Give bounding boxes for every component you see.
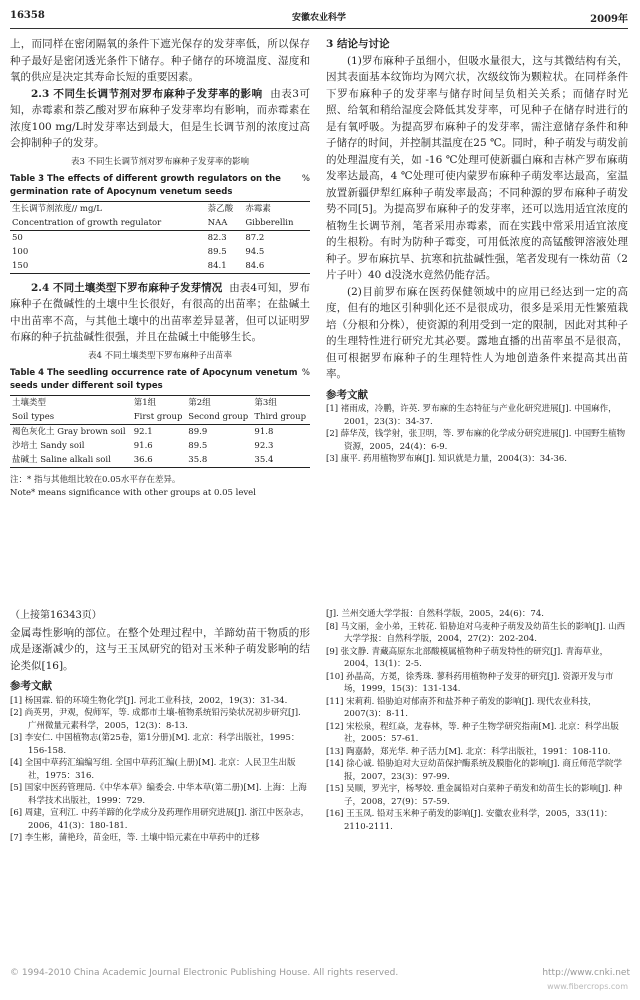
table3-caption-en: % Table 3 The effects of different growth regulators on the germination rate of Apocynum venetum seeds — [10, 173, 310, 197]
continued-label: （上接第16343页） — [10, 610, 102, 621]
table-cell: 100 — [12, 246, 29, 257]
copyright-text: © 1994-2010 China Academic Journal Electronic Publishing House. All rights reserved. — [10, 968, 399, 978]
page-number: 16358 — [10, 10, 45, 21]
table-row — [10, 259, 310, 274]
section-2-3-text: 由表3可知，赤霉素和萘乙酸对罗布麻种子发芽率均有影响，而赤霉素在浓度100 mg/L时发芽率达到最大，但是生长调节剂的浓度过高会抑制种子的发芽。 — [10, 87, 310, 149]
reference-item: [J]. 兰州交通大学学报：自然科学版，2005，24(6)：74. — [326, 609, 544, 619]
reference-item: [4] 全国中草药汇编编写组. 全国中草药汇编(上册)[M]. 北京：人民卫生出版社，1975：316. — [10, 758, 296, 781]
table3-header-en: Gibberellin — [243, 216, 310, 231]
reference-item: [12] 宋松泉，程红焱，龙春林，等. 种子生物学研究指南[M]. 北京：科学出版社，2005：57-61. — [326, 721, 619, 744]
table4-caption-en: % Table 4 The seedling occurrence rate of Apocynum venetum seeds under different soil types — [10, 367, 310, 391]
reference-item: [1] 褚雨成，冷鹏，许英. 罗布麻的生态特征与产业化研究进展[J]. 中国麻作，2001，23(3)：34-37. — [326, 404, 617, 427]
table3-unit: % — [301, 173, 310, 184]
table-cell: 92.3 — [254, 440, 274, 451]
table-cell: 82.3 — [207, 232, 227, 243]
table-cell: 36.6 — [132, 453, 187, 468]
table-row — [10, 439, 310, 453]
right-column — [326, 36, 628, 596]
table-cell: 89.5 — [188, 440, 208, 451]
table4-header: 第2组 — [186, 395, 252, 410]
left-column — [10, 36, 310, 596]
table-cell: 91.6 — [133, 440, 153, 451]
conclusion-paragraph-2: (2)目前罗布麻在医药保健领域中的应用已经达到一定的高度，但有的地区引种驯化还不是很成功，很多是采用无性繁殖栽培（分根和分株），使资源的利用受到一定的限制，因此对其种子的生理特性进行研究尤其必要。露地直播的出苗率虽不是很高，但可根据罗布麻种子的生理特性人为地创造条件来提高其出苗率。 — [326, 285, 628, 380]
reference-item: [14] 徐心诚. 铅胁迫对大豆幼苗保护酶系统及膜脂化的影响[J]. 商丘师范学院学报，2007，23(3)：97-99. — [326, 759, 623, 782]
table-cell: 91.8 — [254, 426, 274, 437]
header-rule — [10, 28, 628, 29]
section-3-title: 3 结论与讨论 — [326, 38, 390, 50]
table-cell: 89.5 — [207, 246, 227, 257]
watermark: www.fibercrops.com — [547, 982, 628, 991]
table3-caption-cn: 表3 不同生长调节剂对罗布麻种子发芽率的影响 — [70, 156, 250, 167]
reference-item: [3] 康平. 药用植物罗布麻[J]. 知识就是力量，2004(3)：34-36. — [326, 454, 567, 464]
table4 — [10, 395, 310, 468]
table4-header-en: Soil types — [10, 410, 132, 425]
table3-header-en: Concentration of growth regulator — [10, 216, 206, 231]
table-cell: 84.1 — [206, 259, 244, 274]
table3-header: 萘乙酸 — [206, 201, 244, 216]
table-cell: 89.9 — [188, 426, 208, 437]
table4-header: 第3组 — [252, 395, 310, 410]
table-cell: 35.4 — [252, 453, 310, 468]
table-cell: 94.5 — [245, 246, 265, 257]
table-cell: 50 — [12, 232, 23, 243]
journal-name: 安徽农业科学 — [291, 13, 346, 23]
section-2-3 — [10, 86, 310, 152]
table-row — [10, 453, 310, 468]
reference-item: [7] 李生彬，蒲艳玲，苗金旺，等. 土壤中铅元素在中草药中的迁移 — [10, 833, 260, 843]
reference-item: [2] 薛华茂，钱学射，张卫明，等. 罗布麻的化学成分研究进展[J]. 中国野生植物资源，2005，24(4)：6-9. — [326, 429, 626, 452]
table4-unit: % — [301, 367, 310, 378]
reference-item: [2] 尚英男，尹观，倪师军，等. 成都市土壤-植物系统铅污染状况初步研究[J]. 广州微量元素科学，2005，12(3)：8-13. — [10, 708, 301, 731]
continued-left-column — [10, 608, 310, 940]
reference-item: [10] 孙晶高，方冕，徐秀珠. 蓼科药用植物种子发芽的研究[J]. 资源开发与市场，1999，15(3)：131-134. — [326, 671, 614, 694]
table4-note-cn: 注：* 指与其他组比较在0.05水平存在差异。 — [10, 474, 181, 485]
continued-paragraph: 金属毒性影响的部位。在整个处理过程中，羊蹄幼苗干物质的形成是逐渐减少的，这与王玉凤研究的铅对玉米种子萌发影响的结论类似[16]。 — [10, 626, 310, 672]
table-cell: 盐碱土 Saline alkali soil — [10, 453, 132, 468]
table3-header: 生长调节剂浓度// mg/L — [10, 201, 206, 216]
table-cell: 87.2 — [245, 232, 265, 243]
table4-header: 第1组 — [132, 395, 187, 410]
continued-references-title: 参考文献 — [10, 680, 52, 692]
table4-header: 土壤类型 — [10, 395, 132, 410]
journal-year: 2009年 — [590, 14, 628, 25]
running-header — [10, 10, 628, 26]
table3-header: 赤霉素 — [243, 201, 310, 216]
continued-right-column — [326, 608, 628, 908]
paragraph-continued: 上，而同样在密闭隔氧的条件下遮光保存的发芽率低，所以保存种子最好是密闭透光条件下储存。种子储存的环境温度、湿度和氧的供应是决定其寿命长短的重要因素。 — [10, 38, 310, 83]
reference-item: [15] 吴顺，罗光宇，杨琴姣. 重金属铅对白菜种子萌发和幼苗生长的影响[J]. 种子，2008，27(9)：57-59. — [326, 784, 623, 807]
table3-header-en: NAA — [206, 216, 244, 231]
copyright-footer — [10, 968, 630, 978]
table-row — [10, 424, 310, 439]
table-cell: 褐色灰化土 Gray brown soil — [12, 426, 126, 437]
section-2-4-text: 由表4可知，罗布麻种子在微碱性的土壤中生长很好，有很高的出苗率；在盐碱土中出苗率不高，与其他土壤中的出苗率差异显著，但可以证明罗布麻的种子抗盐碱性很强，并且在盐碱土中能够生长。 — [10, 281, 310, 343]
conclusion-paragraph-1: (1)罗布麻种子虽细小，但吸水量很大，这与其微结构有关，因其表面基本纹饰均为网穴状，次级纹饰为颗粒状。在同样条件下罗布麻种子的发芽率与储存时间呈负相关关系；而储存时光照、给氧和稍给湿度会降低其发芽率，可见种子在储存时进行的是有氧呼吸。为提高罗布麻种子的发芽率，需注意储存条件和种子储存的时间，并控制其温度在25 ℃。同时，种子萌发与萌发前的处理温度有关，如 -16 ℃处理可使新疆白麻和吉林产罗布麻萌发率达最高，4 ℃处理可使内蒙罗布麻种子萌发率达最高，室温放置新疆伊犁红麻种子萌发率最高；不同种源的罗布麻种子萌发势不同[5]。为提高罗布麻种子的发芽率，还可以选用适宜浓度的植物生长调节剂，笔者采用赤霉素，而在实践中常采用适宜浓度的生根粉。有时为防种子霉变，可用低浓度的高锰酸钾溶液处理种子。罗布麻抗旱、抗寒和抗盐碱性强，笔者发现有一株幼苗（2片子叶）40 d没浇水竟然仍能存活。 — [326, 54, 628, 281]
table3 — [10, 201, 310, 274]
references-title: 参考文献 — [326, 388, 368, 401]
reference-item: [9] 张文静. 青藏高原东北部酸模属植物种子萌发特性的研究[J]. 青海草业，2004，13(1)：2-5. — [326, 646, 609, 669]
table4-header-en: Second group — [186, 410, 252, 425]
table-cell: 92.1 — [133, 426, 153, 437]
reference-item: [8] 马文丽，金小弟，王转花. 铅胁迫对乌麦种子萌发及幼苗生长的影响[J]. 山西大学学报：自然科学版，2004，27(2)：202-204. — [326, 621, 626, 644]
table-cell: 35.8 — [186, 453, 252, 468]
section-2-3-title: 2.3 不同生长调节剂对罗布麻种子发芽率的影响 — [31, 87, 263, 100]
table4-caption-cn: 表4 不同土壤类型下罗布麻种子出苗率 — [87, 350, 233, 361]
reference-item: [16] 王玉凤. 铅对玉米种子萌发的影响[J]. 安徽农业科学，2005，33(11)：2110-2111. — [326, 809, 613, 832]
reference-item: [11] 宋莉莉. 铅胁迫对郁南芥和盐芥种子萌发的影响[J]. 现代农业科技，2007(3)：8-11. — [326, 696, 597, 719]
table-cell: 沙培土 Sandy soil — [12, 440, 85, 451]
cnki-link[interactable]: http://www.cnki.net — [542, 968, 630, 978]
table4-note-en: Note* means significance with other groups at 0.05 level — [10, 487, 256, 498]
table-row — [10, 230, 310, 245]
table-cell: 84.6 — [243, 259, 310, 274]
section-2-4 — [10, 280, 310, 346]
table4-header-en: Third group — [252, 410, 310, 425]
table-cell: 150 — [10, 259, 206, 274]
reference-item: [6] 周建，宣利江. 中药羊蹄的化学成分及药理作用研究进展[J]. 浙江中医杂志，2006，41(3)：180-181. — [10, 808, 310, 831]
reference-item: [3] 李安仁. 中国植物志(第25卷，第1分册)[M]. 北京：科学出版社，1995：156-158. — [10, 733, 300, 756]
table4-header-en: First group — [132, 410, 187, 425]
section-2-4-title: 2.4 不同土壤类型下罗布麻种子发芽情况 — [31, 281, 223, 294]
reference-item: [5] 国家中医药管理局.《中华本草》编委会. 中华本草(第二册)[M]. 上海：上海科学技术出版社，1999：729. — [10, 783, 307, 806]
reference-item: [13] 陶嘉龄，郑光华. 种子活力[M]. 北京：科学出版社，1991：108-110. — [326, 746, 611, 757]
table-row — [10, 245, 310, 259]
reference-item: [1] 杨国霖. 铅的环境生物化学[J]. 河北工业科技，2002，19(3)：31-34. — [10, 695, 288, 706]
